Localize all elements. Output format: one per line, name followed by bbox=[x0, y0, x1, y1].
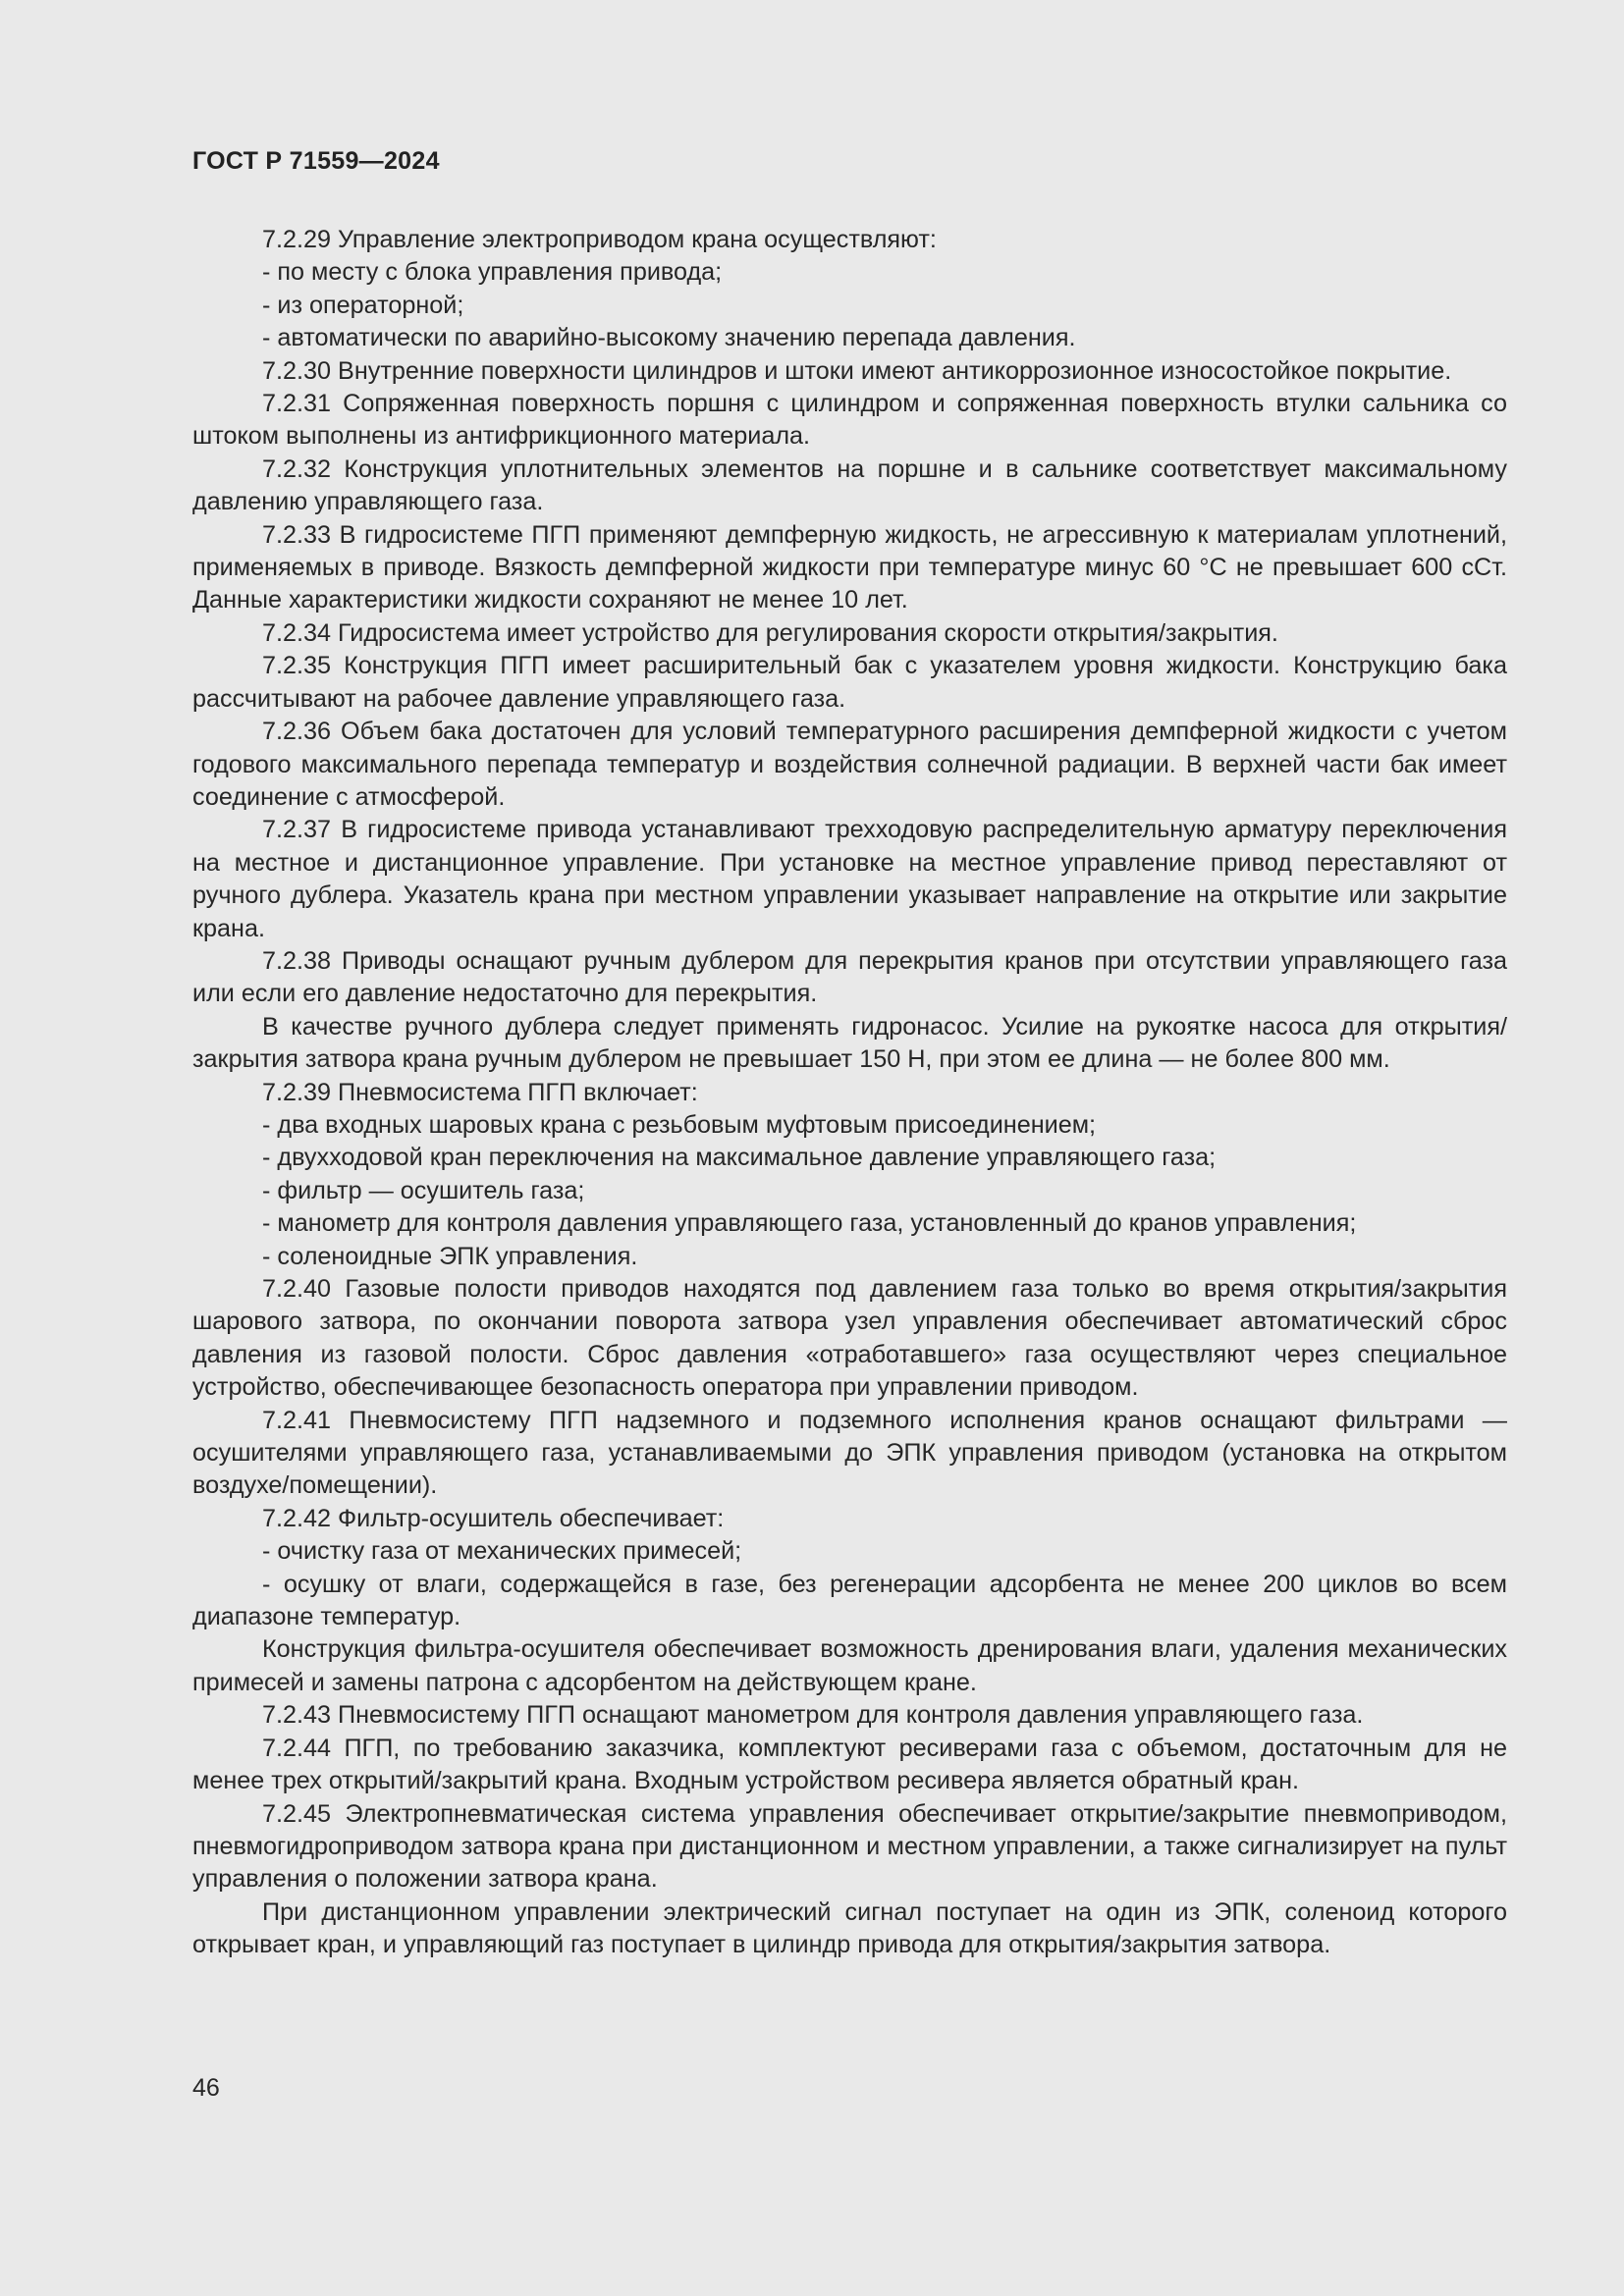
list-item: - по месту с блока управления привода; bbox=[262, 258, 723, 287]
paragraph-filter-design: Конструкция фильтра-осушителя обеспечивает возможность дренирования влаги, удаления механических примесей и замены патрона с адсорбентом на действующем кране. bbox=[192, 1635, 1507, 1696]
list-item: - манометр для контроля давления управляющего газа, установленный до кранов управления; bbox=[262, 1209, 1357, 1238]
paragraph-7-2-41: 7.2.41 Пневмосистему ПГП надземного и подземного исполнения кранов оснащают фильтрами — осушителями управляющего газа, устанавливаемыми до ЭПК управления приводом (установка на открытом воздухе/помещении). bbox=[192, 1406, 1507, 1500]
paragraph-7-2-35: 7.2.35 Конструкция ПГП имеет расширительный бак с указателем уровня жидкости. Конструкцию бака рассчитывают на рабочее давление управляющего газа. bbox=[192, 652, 1507, 713]
paragraph-remote-control: При дистанционном управлении электрический сигнал поступает на один из ЭПК, соленоид которого открывает кран, и управляющий газ поступает в цилиндр привода для открытия/закрытия затвора. bbox=[192, 1897, 1507, 1959]
list-item: - автоматически по аварийно-высокому значению перепада давления. bbox=[262, 324, 1076, 352]
page-number: 46 bbox=[192, 2074, 220, 2102]
list-item: - очистку газа от механических примесей; bbox=[262, 1537, 742, 1566]
paragraph-7-2-32: 7.2.32 Конструкция уплотнительных элементов на поршне и в сальнике соответствует максимальному давлению управляющего газа. bbox=[192, 454, 1507, 516]
paragraph-7-2-40: 7.2.40 Газовые полости приводов находятся под давлением газа только во время открытия/закрытия шарового затвора, по окончании поворота затвора узел управления обеспечивает автоматический сброс давления из газовой полости. Сброс давления «отработавшего» газа осуществляют через специальное устройство, обеспечивающее безопасность оператора при управлении приводом. bbox=[192, 1275, 1507, 1402]
paragraph-7-2-44: 7.2.44 ПГП, по требованию заказчика, комплектуют ресиверами газа с объемом, достаточным для не менее трех открытий/закрытий крана. Входным устройством ресивера является обратный кран. bbox=[192, 1734, 1507, 1795]
paragraph-7-2-39: 7.2.39 Пневмосистема ПГП включает: bbox=[262, 1078, 698, 1106]
paragraph-7-2-33: 7.2.33 В гидросистеме ПГП применяют демпферную жидкость, не агрессивную к материалам уплотнений, применяемых в приводе. Вязкость демпферной жидкости при температуре минус 60 °С не превышает 600 сСт. Данные характеристики жидкости сохраняют не менее 10 лет. bbox=[192, 520, 1507, 614]
paragraph-7-2-38: 7.2.38 Приводы оснащают ручным дублером для перекрытия кранов при отсутствии управляющего газа или если его давление недостаточно для перекрытия. bbox=[192, 946, 1507, 1008]
list-item: - соленоидные ЭПК управления. bbox=[262, 1242, 638, 1270]
paragraph-7-2-31: 7.2.31 Сопряженная поверхность поршня с цилиндром и сопряженная поверхность втулки сальника со штоком выполнены из антифрикционного материала. bbox=[192, 390, 1507, 451]
paragraph-7-2-45: 7.2.45 Электропневматическая система управления обеспечивает открытие/закрытие пневмоприводом, пневмогидроприводом затвора крана при дистанционном и местном управлении, а также сигнализирует на пульт управления о положении затвора крана. bbox=[192, 1799, 1507, 1894]
paragraph-7-2-34: 7.2.34 Гидросистема имеет устройство для регулирования скорости открытия/закрытия. bbox=[262, 618, 1278, 647]
paragraph-7-2-42: 7.2.42 Фильтр-осушитель обеспечивает: bbox=[262, 1504, 725, 1532]
list-item: - фильтр — осушитель газа; bbox=[262, 1176, 585, 1204]
document-body bbox=[192, 224, 1507, 1962]
paragraph-7-2-29: 7.2.29 Управление электроприводом крана осуществляют: bbox=[262, 226, 937, 253]
list-item: - два входных шаровых крана с резьбовым муфтовым присоединением; bbox=[262, 1110, 1097, 1139]
list-item: - из операторной; bbox=[262, 291, 464, 319]
paragraph-manual-backup: В качестве ручного дублера следует применять гидронасос. Усилие на рукоятке насоса для открытия/закрытия затвора крана ручным дублером не превышает 150 Н, при этом ее длина — не более 800 мм. bbox=[192, 1012, 1507, 1074]
list-item: - двухходовой кран переключения на максимальное давление управляющего газа; bbox=[262, 1144, 1217, 1172]
paragraph-7-2-36: 7.2.36 Объем бака достаточен для условий температурного расширения демпферной жидкости с учетом годового максимального перепада температур и воздействия солнечной радиации. В верхней части бак имеет соединение с атмосферой. bbox=[192, 718, 1507, 811]
paragraph-7-2-37: 7.2.37 В гидросистеме привода устанавливают трехходовую распределительную арматуру переключения на местное и дистанционное управление. При установке на местное управление привод переставляют от ручного дублера. Указатель крана при местном управлении указывает направление на открытие или закрытие крана. bbox=[192, 816, 1507, 942]
paragraph-7-2-30: 7.2.30 Внутренние поверхности цилиндров и штоки имеют антикоррозионное износостойкое покрытие. bbox=[262, 356, 1452, 385]
list-item: - осушку от влаги, содержащейся в газе, без регенерации адсорбента не менее 200 циклов во всем диапазоне температур. bbox=[192, 1570, 1507, 1631]
paragraph-7-2-43: 7.2.43 Пневмосистему ПГП оснащают манометром для контроля давления управляющего газа. bbox=[262, 1701, 1364, 1730]
document-code-header: ГОСТ Р 71559—2024 bbox=[192, 147, 440, 175]
